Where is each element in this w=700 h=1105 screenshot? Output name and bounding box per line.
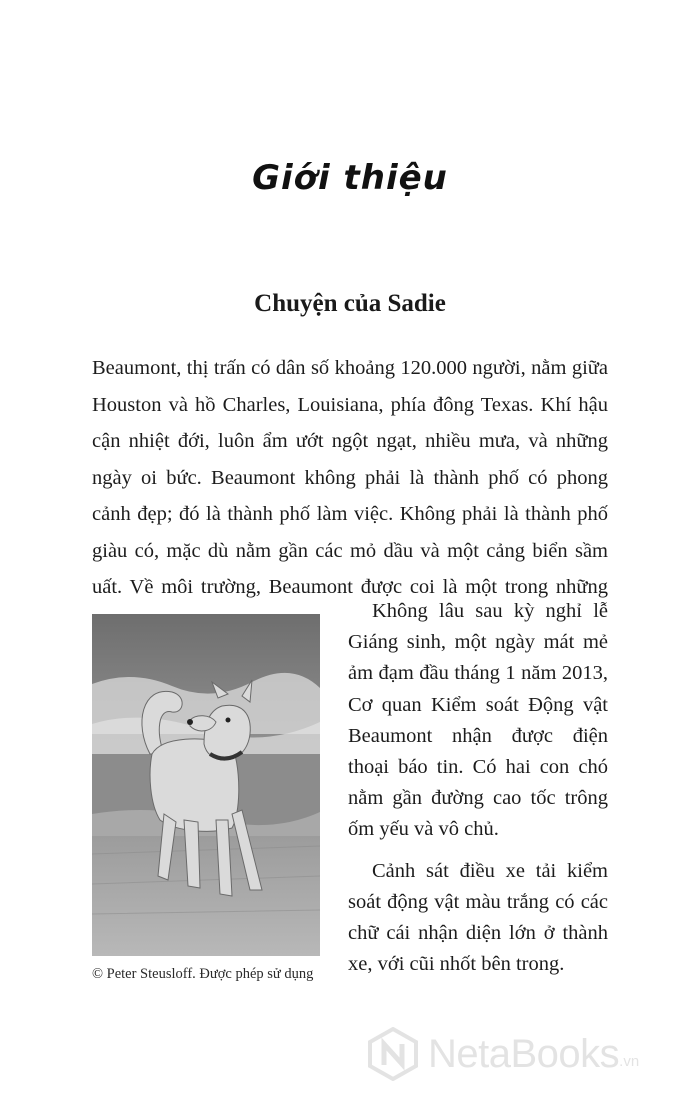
watermark-suffix: .vn: [619, 1053, 640, 1070]
photo-caption: © Peter Steusloff. Được phép sử dụng: [92, 966, 314, 982]
n-hexagon-logo-icon: [366, 1027, 420, 1081]
side-paragraph-1: Không lâu sau kỳ nghỉ lễ Giáng sinh, một ngày mát mẻ ảm đạm đầu tháng 1 năm 2013, Cơ quan Kiểm soát Động vật Beaumont nhận được điện thoại báo tin. Có hai con chó nằm gần đường cao tốc trông ốm yếu và vô chủ.: [348, 600, 608, 841]
dog-on-beach-image: [92, 614, 320, 956]
side-text-column: [348, 596, 608, 980]
side-paragraph-2: Cảnh sát điều xe tải kiểm soát động vật màu trắng có các chữ cái nhận diện lớn ở thành xe, với cũi nhốt bên trong.: [348, 859, 608, 976]
watermark-brand: NetaBooks: [428, 1031, 620, 1076]
watermark: [366, 1026, 696, 1082]
page-title: Giới thiệu: [252, 158, 448, 198]
intro-paragraph: Beaumont, thị trấn có dân số khoảng 120.000 người, nằm giữa Houston và hồ Charles, Louisiana, phía đông Texas. Khí hậu cận nhiệt đới, luôn ẩm ướt ngột ngạt, nhiều mưa, và những ngày oi bức. Beaumont không phải là thành phố có phong cảnh đẹp; đó là thành phố làm việc. Không phải là thành phố giàu có, mặc dù nằm gần các mỏ dầu và một cảng biển sầm uất. Về môi trường, Beaumont được coi là một trong những: [92, 357, 608, 598]
section-title: Chuyện của Sadie: [254, 290, 446, 317]
dog-photo: [92, 614, 320, 956]
